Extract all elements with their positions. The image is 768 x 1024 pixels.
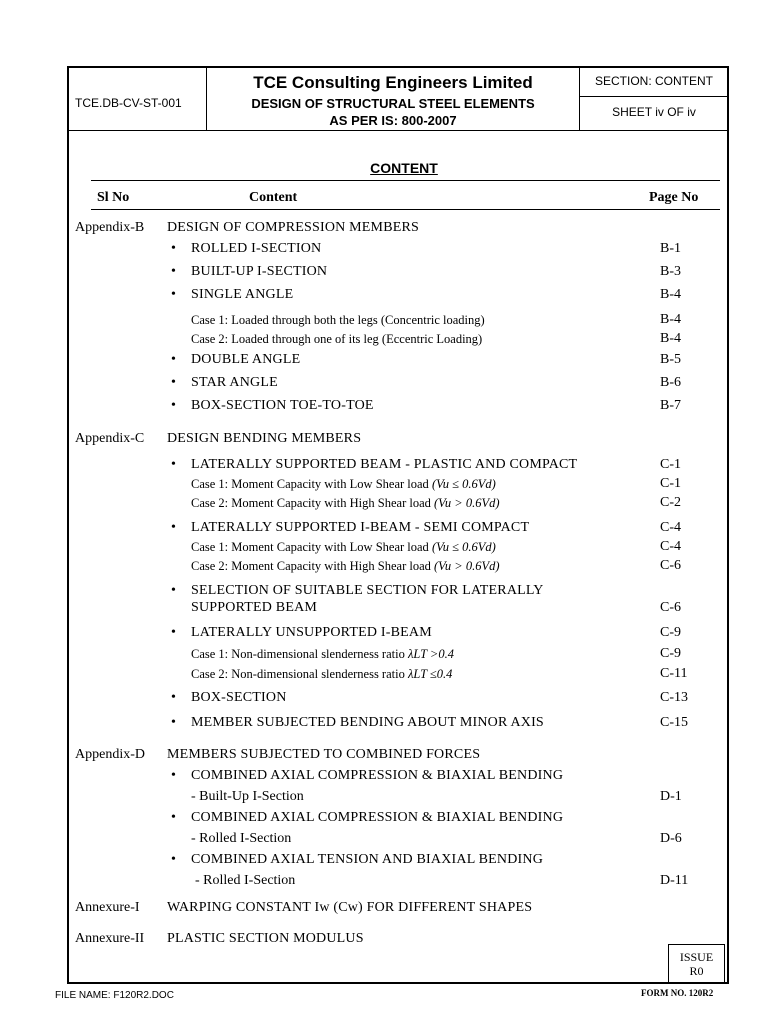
bullet: • [171, 264, 176, 279]
toc-semi-case1: Case 1: Moment Capacity with Low Shear load (Vu ≤ 0.6Vd) [191, 540, 496, 554]
toc-uns-case2: Case 2: Non-dimensional slenderness ratio λLT ≤0.4 [191, 667, 453, 681]
annexure-1-title: WARPING CONSTANT Iw (Cw) FOR DIFFERENT SHAPES [167, 900, 533, 915]
bullet: • [171, 852, 176, 867]
page-ref: C-6 [660, 600, 681, 615]
page-ref: B-6 [660, 375, 681, 390]
page-ref: C-1 [660, 476, 681, 491]
annexure-2-title: PLASTIC SECTION MODULUS [167, 931, 364, 946]
toc-combined-1: COMBINED AXIAL COMPRESSION & BIAXIAL BENDING [191, 768, 564, 783]
company-name: TCE Consulting Engineers Limited [253, 73, 533, 92]
page-ref: B-1 [660, 241, 681, 256]
toc-selection-line2: SUPPORTED BEAM [191, 600, 318, 615]
bullet: • [171, 520, 176, 535]
bullet: • [171, 768, 176, 783]
bullet: • [171, 583, 176, 598]
toc-double-angle: DOUBLE ANGLE [191, 352, 301, 367]
page-ref: C-2 [660, 495, 681, 510]
page-ref: C-4 [660, 520, 681, 535]
toc-star-angle: STAR ANGLE [191, 375, 278, 390]
bullet: • [171, 241, 176, 256]
heading-rule-bottom [91, 209, 720, 210]
page-ref: B-4 [660, 287, 681, 302]
toc-lsb-case2: Case 2: Moment Capacity with High Shear load (Vu > 0.6Vd) [191, 496, 500, 510]
toc-unsupported-i-beam: LATERALLY UNSUPPORTED I-BEAM [191, 625, 432, 640]
toc-semi-case2: Case 2: Moment Capacity with High Shear load (Vu > 0.6Vd) [191, 559, 500, 573]
column-page-no: Page No [649, 190, 699, 205]
page-ref: D-1 [660, 789, 682, 804]
toc-single-angle: SINGLE ANGLE [191, 287, 294, 302]
toc-selection-line1: SELECTION OF SUITABLE SECTION FOR LATERALLY [191, 583, 544, 598]
toc-single-angle-case1: Case 1: Loaded through both the legs (Concentric loading) [191, 313, 485, 327]
toc-single-angle-case2: Case 2: Loaded through one of its leg (Eccentric Loading) [191, 332, 483, 346]
page-ref: C-9 [660, 625, 681, 640]
toc-built-up-i-section: BUILT-UP I-SECTION [191, 264, 328, 279]
appendix-b-title: DESIGN OF COMPRESSION MEMBERS [167, 220, 420, 235]
heading-rule-top [91, 180, 720, 181]
bullet: • [171, 715, 176, 730]
section-label: SECTION: CONTENT [594, 74, 713, 88]
bullet: • [171, 457, 176, 472]
toc-uns-case1: Case 1: Non-dimensional slenderness ratio λLT >0.4 [191, 647, 454, 661]
bullet: • [171, 690, 176, 705]
issue-box [668, 944, 725, 984]
bullet: • [171, 352, 176, 367]
toc-combined-3: COMBINED AXIAL TENSION AND BIAXIAL BENDING [191, 852, 544, 867]
document-title-line2: AS PER IS: 800-2007 [329, 113, 457, 128]
form-number: FORM NO. 120R2 [641, 988, 714, 998]
doc-number: TCE.DB-CV-ST-001 [75, 96, 182, 110]
toc-box-section: BOX-SECTION [191, 690, 287, 705]
appendix-c-title: DESIGN BENDING MEMBERS [167, 431, 362, 446]
toc-minor-axis: MEMBER SUBJECTED BENDING ABOUT MINOR AXIS [191, 715, 544, 730]
page-ref: B-7 [660, 398, 681, 413]
annexure-1-label: Annexure-I [75, 900, 140, 915]
sheet-label: SHEET iv OF iv [612, 105, 696, 119]
page-ref: C-9 [660, 646, 681, 661]
column-sl-no: Sl No [97, 190, 130, 205]
appendix-b-label: Appendix-B [75, 220, 145, 235]
toc-lsi-semi-compact: LATERALLY SUPPORTED I-BEAM - SEMI COMPACT [191, 520, 530, 535]
bullet: • [171, 287, 176, 302]
page-ref: C-6 [660, 558, 681, 573]
appendix-c-label: Appendix-C [75, 431, 145, 446]
toc-combined-1-sub: - Built-Up I-Section [191, 789, 304, 804]
appendix-d-label: Appendix-D [75, 747, 145, 762]
document-title-line1: DESIGN OF STRUCTURAL STEEL ELEMENTS [251, 96, 535, 111]
toc-combined-2-sub: - Rolled I-Section [191, 831, 292, 846]
toc-combined-2: COMBINED AXIAL COMPRESSION & BIAXIAL BENDING [191, 810, 564, 825]
file-name: FILE NAME: F120R2.DOC [55, 990, 174, 1001]
issue-revision: R0 [689, 964, 704, 978]
page-ref: C-4 [660, 539, 681, 554]
toc-lsb-case1: Case 1: Moment Capacity with Low Shear load (Vu ≤ 0.6Vd) [191, 477, 496, 491]
column-content: Content [249, 190, 298, 205]
bullet: • [171, 375, 176, 390]
page-ref: D-11 [660, 873, 689, 888]
appendix-d-title: MEMBERS SUBJECTED TO COMBINED FORCES [167, 747, 481, 762]
page-ref: B-5 [660, 352, 681, 367]
page-ref: B-4 [660, 331, 681, 346]
issue-label: ISSUE [679, 950, 714, 964]
page-ref: B-4 [660, 312, 681, 327]
toc-rolled-i-section: ROLLED I-SECTION [191, 241, 322, 256]
annexure-2-label: Annexure-II [75, 931, 145, 946]
content-heading: CONTENT [370, 160, 438, 176]
page-ref: B-3 [660, 264, 681, 279]
bullet: • [171, 625, 176, 640]
bullet: • [171, 398, 176, 413]
toc-combined-3-sub: - Rolled I-Section [195, 873, 296, 888]
page-ref: C-1 [660, 457, 681, 472]
toc-lsb-plastic: LATERALLY SUPPORTED BEAM - PLASTIC AND COMPACT [191, 457, 578, 472]
toc-box-section-toe: BOX-SECTION TOE-TO-TOE [191, 398, 374, 413]
page-ref: C-15 [660, 715, 688, 730]
bullet: • [171, 810, 176, 825]
page-ref: C-11 [660, 666, 688, 681]
page-ref: C-13 [660, 690, 688, 705]
page-ref: D-6 [660, 831, 682, 846]
